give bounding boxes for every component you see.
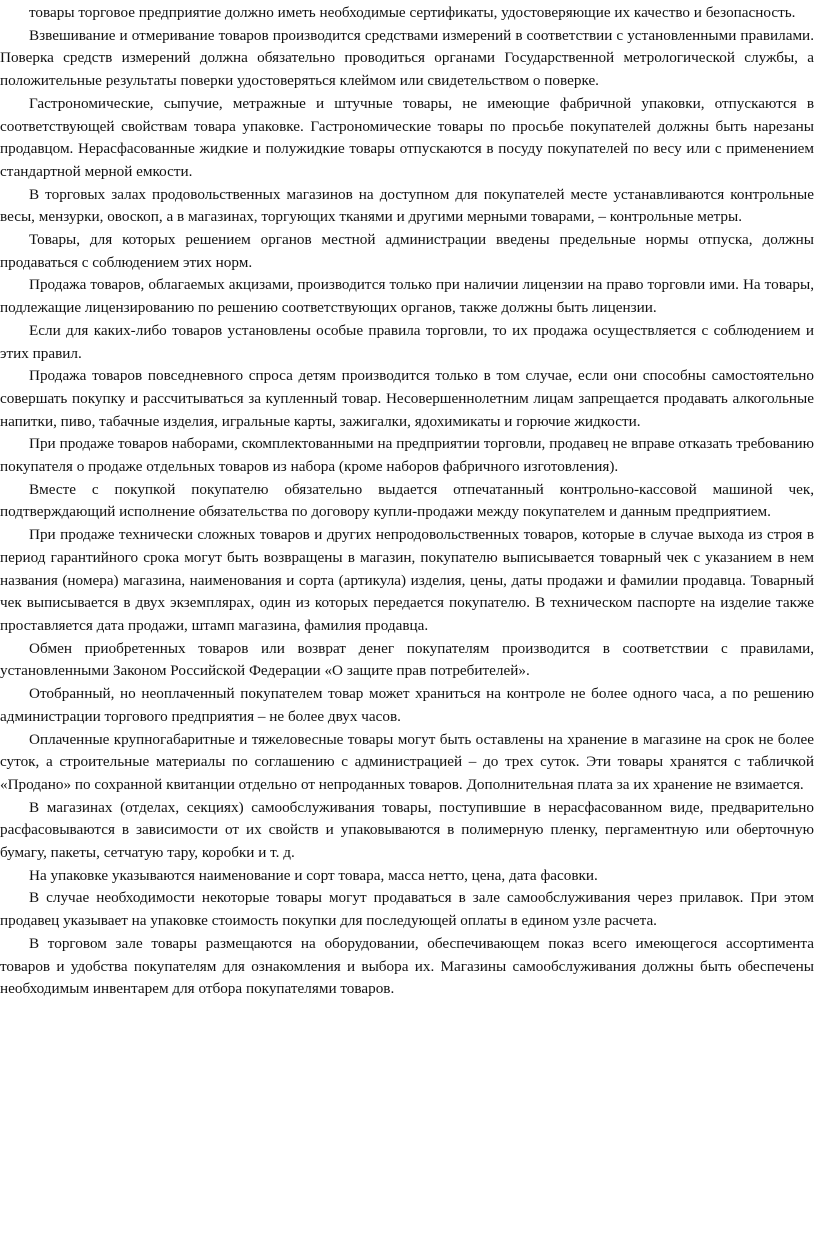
paragraph-label-info: На упаковке указываются наименование и сорт товара, масса нетто, цена, дата фасовки. — [29, 866, 598, 884]
paragraph-complex-goods: При продаже технически сложных товаров и других непродовольственных товаров, которые в случае выхода из строя в период гарантийного срока могут быть возвращены в магазин, покупателю выписывается товарный чек с указанием в нем названия (номера) магазина, наименования и сорта (артикула) изделия, цены, даты продажи и фамилии продавца. Товарный чек выписывается в двух экземплярах, один из которых передается покупателю. В техническом паспорте на изделие также проставляется дата продажи, штамп магазина, фамилия продавца. — [0, 526, 814, 634]
paragraph-receipt: Вместе с покупкой покупателю обязательно выдается отпечатанный контрольно-кассовой машиной чек, подтверждающий исполнение обязательства по договору купли-продажи между покупателем и данным предприятием. — [0, 480, 814, 521]
paragraph-sale-limits: Товары, для которых решением органов местной администрации введены предельные нормы отпуска, должны продаваться с соблюдением этих норм. — [0, 231, 814, 271]
paragraph-packaging: Гастрономические, сыпучие, метражные и штучные товары, не имеющие фабричной упаковки, отпускаются в соответствующей свойствам товара упаковке. Гастрономические товары по просьбе покупателей должны быть нарезаны продавцом. Нерасфасованные жидкие и полужидкие товары отпускаются в посуду покупателей по весу или с применением стандартной мерной емкости. — [0, 94, 814, 180]
paragraph-children-sales: Продажа товаров повседневного спроса детям производится только в том случае, если они способны самостоятельно совершать покупку и рассчитываться за купленный товар. Несовершеннолетним лицам запрещается продавать алкогольные напитки, пиво, табачные изделия, игральные карты, зажигалки, ядохимикаты и горючие жидкости. — [0, 367, 814, 430]
paragraph-special-rules: Если для каких-либо товаров установлены особые правила торговли, то их продажа осуществляется с соблюдением и этих правил. — [0, 321, 814, 362]
paragraph-holding: Отобранный, но неоплаченный покупателем товар может храниться на контроле не более одного часа, а по решению администрации торгового предприятия – не более двух часов. — [0, 685, 814, 725]
paragraph-bulky-storage: Оплаченные крупногабаритные и тяжеловесные товары могут быть оставлены на хранение в магазине на срок не более суток, а строительные материалы по соглашению с администрацией – до трех суток. Эти товары хранятся с табличкой «Продано» по сохранной квитанции отдельно от непроданных товаров. Дополнительная плата за их хранение не взимается. — [0, 730, 814, 793]
paragraph-excise-license: Продажа товаров, облагаемых акцизами, производится только при наличии лицензии на право торговли ими. На товары, подлежащие лицензированию по решению соответствующих органов, также должны быть лицензии. — [0, 276, 814, 317]
paragraph-sets: При продаже товаров наборами, скомплектованными на предприятии торговли, продавец не вправе отказать требованию покупателя о продаже отдельных товаров из набора (кроме наборов фабричного изготовления). — [0, 435, 814, 476]
paragraph-weighing: Взвешивание и отмеривание товаров производится средствами измерений в соответствии с установленными правилами. Поверка средств измерений должна обязательно проводиться органами Государственной метрологической службы, а положительные результаты поверки удостоверяться клеймом или свидетельством о поверке. — [0, 26, 814, 90]
paragraph-control-scales: В торговых залах продовольственных магазинов на доступном для покупателей месте устанавливаются контрольные весы, мензурки, овоскоп, а в магазинах, торгующих тканями и другими мерными товарами, – контрольные метры. — [0, 185, 814, 226]
paragraph-counter-sales: В случае необходимости некоторые товары могут продаваться в зале самообслуживания через прилавок. При этом продавец указывает на упаковке стоимость покупки для последующей оплаты в едином узле расчета. — [0, 889, 814, 930]
paragraph-self-service-packing: В магазинах (отделах, секциях) самообслуживания товары, поступившие в нерасфасованном виде, предварительно расфасовываются в зависимости от их свойств и упаковываются в полимерную пленку, пергаментную или оберточную бумагу, пакеты, сетчатую тару, коробки и т. д. — [0, 798, 814, 862]
paragraph-certificates: товары торговое предприятие должно иметь необходимые сертификаты, удостоверяющие их качество и безопасность. — [29, 4, 796, 21]
paragraph-exchange: Обмен приобретенных товаров или возврат денег покупателям производится в соответствии с правилами, установленными Законом Российской Федерации «О защите прав потребителей». — [0, 639, 814, 680]
paragraph-display: В торговом зале товары размещаются на оборудовании, обеспечивающем показ всего имеющегося ассортимента товаров и удобства покупателям для ознакомления и выбора их. Магазины самообслуживания должны быть обеспечены необходимым инвентарем для отбора покупателями товаров. — [0, 934, 814, 998]
